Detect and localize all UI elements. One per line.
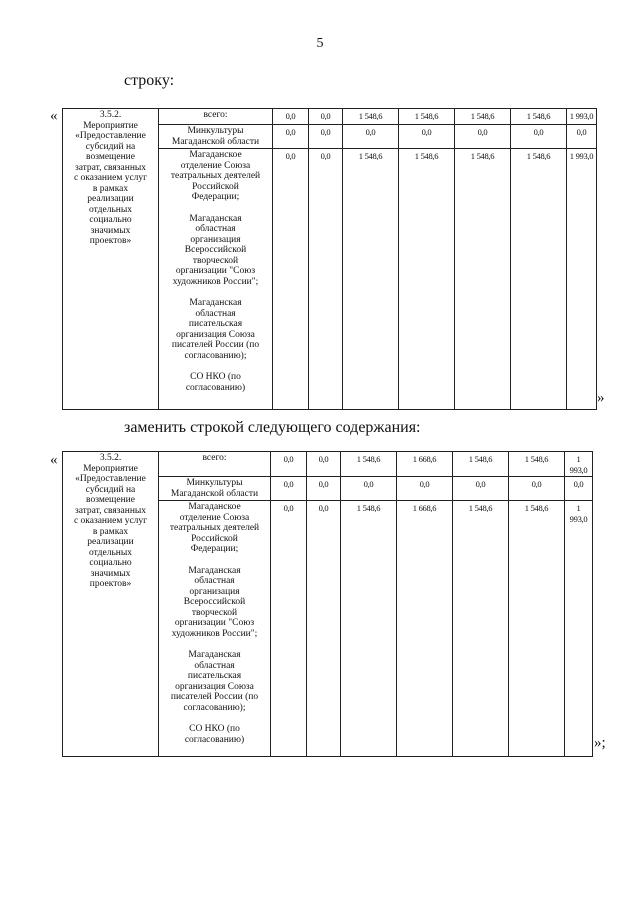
event-line: возмещение	[86, 495, 135, 505]
value-cell: 1 993,0	[567, 149, 597, 410]
value-cell: 1 548,6	[341, 452, 397, 477]
spacer	[161, 203, 270, 214]
value-cell: 0,0	[271, 477, 307, 501]
value-cell: 0,0	[307, 477, 341, 501]
source-line: отделение Союза	[180, 160, 251, 171]
source-line: согласованию);	[183, 702, 246, 713]
source-cell	[159, 477, 271, 501]
event-line: Мероприятие	[83, 463, 138, 474]
source-line: организация	[190, 234, 241, 245]
value-cell: 0,0	[271, 501, 307, 757]
source-cell	[159, 109, 273, 125]
value-cell: 0,0	[273, 109, 309, 125]
event-line: социально	[89, 558, 132, 568]
source-line: организации "Союз	[175, 266, 256, 277]
value-cell: 1 548,6	[453, 452, 509, 477]
value-cell: 0,0	[307, 501, 341, 757]
source-line: областная	[195, 308, 236, 319]
source-line: Магаданская	[188, 565, 241, 576]
source-line: Магаданская	[189, 298, 242, 309]
source-line: Федерации;	[190, 544, 239, 554]
event-line: реализации	[87, 537, 134, 547]
event-line: «Предоставление	[75, 131, 146, 141]
source-line: Российской	[191, 533, 238, 544]
value-cell: 1 993,0	[567, 109, 597, 125]
event-description	[65, 464, 156, 590]
table-replacement	[62, 451, 593, 757]
source-line: театральных деятелей	[170, 171, 261, 182]
source-line: Магаданская	[189, 213, 242, 224]
value-cell: 1 548,6	[341, 501, 397, 757]
value-cell: 0,0	[307, 452, 341, 477]
event-line: проектов»	[89, 236, 132, 246]
source-line: театральных деятелей	[169, 523, 260, 533]
open-quote-2: «	[50, 452, 58, 468]
source-cell	[159, 452, 271, 477]
table-row	[63, 452, 593, 477]
value-cell: 0,0	[309, 109, 343, 125]
source-line: согласованию)	[185, 382, 246, 393]
source-line: согласованию)	[184, 734, 245, 745]
value-cell: 0,0	[271, 452, 307, 477]
source-line: организация	[189, 586, 240, 597]
close-quote-1: »	[597, 390, 605, 406]
event-line: отдельных	[89, 204, 132, 215]
page-number: 5	[316, 36, 324, 51]
event-line: с оказанием услуг	[73, 173, 148, 183]
value-cell: 1 548,6	[455, 109, 511, 125]
source-cell	[159, 125, 273, 149]
value-cell: 1 668,6	[397, 452, 453, 477]
value-cell: 0,0	[309, 125, 343, 149]
heading-replace: заменить строкой следующего содержания:	[124, 419, 421, 436]
value-cell: 0,0	[273, 149, 309, 410]
spacer	[161, 361, 270, 372]
source-line: творческой	[192, 255, 239, 266]
value-cell: 1 548,6	[343, 109, 399, 125]
source-line: областная	[194, 576, 235, 586]
value-cell: 1 548,6	[399, 109, 455, 125]
event-line: социально	[89, 215, 132, 225]
source-line: Магаданской области	[170, 488, 259, 499]
event-cell	[63, 452, 159, 757]
table-original	[62, 108, 597, 410]
value-cell: 0,0	[397, 477, 453, 501]
source-line: организации "Союз	[174, 618, 255, 628]
value-cell: 0,0	[309, 149, 343, 410]
value-cell: 1 668,6	[397, 501, 453, 757]
source-line: Федерации;	[191, 192, 240, 203]
source-line: Магаданская	[188, 650, 241, 660]
event-line: затрат, связанных	[74, 505, 147, 516]
value-cell: 1 993,0	[565, 501, 593, 757]
source-line: областная	[195, 224, 236, 235]
source-line: организация Союза	[176, 329, 255, 340]
source-line: Российской	[192, 181, 239, 192]
source-line: всего:	[203, 110, 228, 120]
open-quote-1: «	[50, 108, 58, 124]
table-row	[63, 109, 597, 125]
source-line: писателей России (по	[171, 340, 260, 351]
event-line: субсидий на	[85, 484, 136, 495]
event-cell	[63, 109, 159, 410]
event-line: затрат, связанных	[74, 162, 147, 173]
source-line: творческой	[191, 607, 238, 618]
source-line: художников России";	[172, 276, 259, 287]
value-cell: 0,0	[455, 125, 511, 149]
value-cell: 0,0	[399, 125, 455, 149]
event-line: возмещение	[86, 152, 135, 162]
source-line: областная	[194, 660, 235, 671]
source-line: отделение Союза	[179, 512, 250, 523]
event-line: в рамках	[92, 183, 129, 194]
source-line: писательская	[188, 319, 243, 330]
value-cell: 1 548,6	[455, 149, 511, 410]
source-line: Минкультуры	[187, 126, 244, 137]
source-line: Магаданское	[189, 150, 242, 161]
value-cell: 0,0	[273, 125, 309, 149]
source-line: организация Союза	[175, 681, 254, 692]
value-cell: 0,0	[511, 125, 567, 149]
value-cell: 0,0	[453, 477, 509, 501]
event-line: реализации	[87, 194, 134, 204]
source-cell	[159, 149, 273, 410]
value-cell: 1 993,0	[565, 452, 593, 477]
value-cell: 0,0	[565, 477, 593, 501]
source-line: СО НКО (по	[190, 372, 241, 383]
source-line: Всероссийской	[183, 597, 246, 607]
event-line: отдельных	[89, 547, 132, 558]
event-code: 3.5.2.	[99, 453, 122, 463]
source-line: согласованию);	[184, 350, 247, 361]
value-cell: 0,0	[567, 125, 597, 149]
value-cell: 1 548,6	[343, 149, 399, 410]
value-cell: 1 548,6	[453, 501, 509, 757]
value-cell: 1 548,6	[399, 149, 455, 410]
value-cell: 0,0	[343, 125, 399, 149]
event-line: проектов»	[89, 579, 132, 589]
source-line: Магаданское	[188, 502, 241, 512]
event-code: 3.5.2.	[99, 110, 122, 120]
spacer	[161, 639, 268, 650]
value-cell: 1 548,6	[511, 149, 567, 410]
value-cell: 0,0	[341, 477, 397, 501]
source-line: СО НКО (по	[189, 724, 240, 734]
source-line: художников России";	[171, 628, 258, 639]
source-line: писателей России (по	[170, 692, 259, 702]
spacer	[161, 287, 270, 298]
value-cell: 1 548,6	[511, 109, 567, 125]
source-line: Всероссийской	[184, 245, 247, 256]
event-line: «Предоставление	[75, 474, 146, 484]
close-quote-2: »;	[594, 735, 606, 751]
value-cell: 0,0	[509, 477, 565, 501]
heading-before: строку:	[124, 72, 175, 89]
source-cell	[159, 501, 271, 757]
event-line: значимых	[90, 568, 131, 579]
event-line: в рамках	[92, 526, 129, 537]
event-line: значимых	[90, 225, 131, 236]
spacer	[161, 555, 268, 566]
source-line: всего:	[202, 453, 227, 463]
value-cell: 1 548,6	[509, 501, 565, 757]
source-line: Минкультуры	[186, 478, 243, 488]
event-line: Мероприятие	[83, 120, 138, 131]
event-description	[65, 121, 156, 247]
event-line: с оказанием услуг	[73, 516, 148, 526]
source-line: Магаданской области	[171, 136, 260, 147]
source-line: писательская	[187, 671, 242, 681]
event-line: субсидий на	[85, 141, 136, 152]
value-cell: 1 548,6	[509, 452, 565, 477]
spacer	[161, 713, 268, 724]
